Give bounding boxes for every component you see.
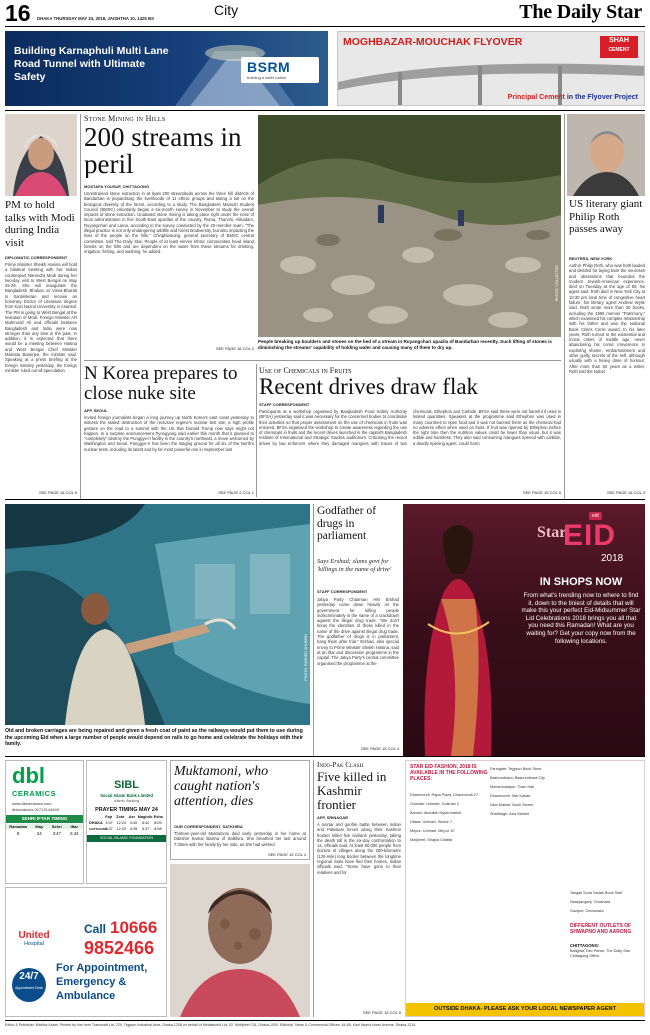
location-item: Motijheel: Shapla Chattar [410, 838, 453, 842]
ads-rule [5, 110, 645, 111]
star-eid-year: 2018 [601, 553, 624, 564]
prayer-label-esha: Esha [153, 815, 163, 819]
sehri-ramadan-value: 8 [17, 831, 20, 836]
locations-col-2 [490, 765, 566, 819]
nkorea-more[interactable]: SEE PAGE 2 COL 1 [218, 490, 254, 495]
united-call-label: Call [84, 922, 107, 936]
roth-byline: REUTERS, NEW YORK [569, 256, 613, 261]
shah-tagline [508, 94, 638, 101]
vertical-rule-left [80, 114, 81, 499]
united-hospital-ad[interactable] [5, 887, 167, 1017]
prayer-ctg-maghrib: 6:37 [142, 827, 150, 831]
rail-photo-credit: PHOTO: RASHED SHUMON [304, 634, 308, 681]
godfather-body: Jatiya Party Chairman HM Ershad yesterday came down heavily on the government for killing people indiscriminately in the name of a crackdown against the illegal drug trade. "We don't know the identities of those killed in the name of the drive against illegal drug trade. The godfather of drugs is in parliament, hang them after trial," Ershad, also special envoy to Prime Minister Sheikh Hasina, said at an iftar and discussion programme in the capital. The Jatiya Party's central committee organised the programme at the [317, 597, 399, 666]
eid-locations-panel [405, 760, 645, 1017]
sehri-iftar-value: 6:42 [70, 831, 79, 836]
star-eid-ad[interactable] [403, 504, 645, 756]
location-item: Tangail Sona Sadak Book Stall [570, 891, 622, 895]
footer-imprint: Editor & Publisher: Mahfuz Anam. Printed by him from Transcraft Ltd, 229, Tejgaon Industrial Area, Dhaka-1208 on behalf of Mediaworld Ltd, 52, Motijheel C/A, Dhaka-1000. Editorial, News & Commercial Offices: 64-65, Kazi Nazrul Islam Avenue, Dhaka-1215. [5, 1023, 417, 1027]
newspaper-logo: The Daily Star [519, 1, 642, 23]
dbl-hotline-number: 01713144949 [34, 807, 59, 812]
badge-bottom: Appointment Desk [15, 986, 43, 990]
prayer-heading: PRAYER TIMING MAY 24 [95, 807, 158, 813]
dbl-hotline [12, 807, 59, 812]
united-line1: For Appointment, [56, 962, 148, 974]
roth-more[interactable]: SEE PAGE 16 COL 3 [606, 490, 645, 495]
muktamoni-photo [170, 864, 310, 1017]
locations-heading: STAR EID FASHION, 2018 IS AVAILABLE IN THE FOLLOWING PLACES: [410, 764, 488, 782]
kashmir-byline: AFP, SRINAGAR [317, 815, 349, 820]
united-logo-sub: Hospital [24, 941, 44, 947]
godfather-deck: Says Ershad; slams govt for 'killings in the name of drive' [317, 558, 392, 573]
vertical-rule-kashmir [313, 760, 314, 1017]
dbl-hotline-label: dblceramics [12, 807, 34, 812]
sibl-tag: Islamic Banking [113, 799, 140, 803]
streams-photo-credit: PHOTO: COLLECTED [555, 265, 559, 302]
outlets-label: CHITTAGONG: [570, 943, 600, 948]
prayer-label-row [89, 815, 164, 819]
outside-dhaka-banner: OUTSIDE DHAKA- PLEASE ASK YOUR LOCAL NEWSPAPER AGENT [406, 1003, 644, 1016]
sehri-may-value: 24 [36, 831, 42, 836]
shah-logo-top: SHAH [609, 37, 629, 44]
united-line3: Ambulance [56, 990, 116, 1002]
sehri-data-row [6, 831, 83, 836]
streams-caption: People breaking up boulders and stones on the bed of a stream in Ruyangchari upazila of Bandarban recently. Such lifting of stones is diminishing the streams' capability of holding water and causing many of them to dry up. [258, 339, 552, 350]
streams-headline[interactable]: 200 streams in peril [84, 124, 242, 178]
nkorea-body: Invited foreign journalists began a long journey up North Korea's east coast yesterday to witness the stated destruction of the reclusive regime's nuclear test site, a high profile gesture on the road to a summit with the US that Donald Trump now says might not happen. In a surprise announcement Pyongyang said earlier this month that it planned to "completely" destroy the Punggye-ri facility in the country's northeast, a move welcomed by Washington and Seoul. Punggye-ri has been the staging ground for all six of the North's nuclear tests, including its latest and by far most powerful one in September last [84, 415, 254, 452]
streams-byline: MOSTAFA YOUSUF, CHITTAGONG [84, 184, 150, 189]
prayer-label-asr: Asr [128, 815, 136, 819]
location-item: Dhanmondi: Rapa Plaza, Dhanmondi 27 [410, 793, 478, 797]
ad-col-rule [5, 756, 645, 757]
location-item: Gulshan: Unimart, Gulshan 2 [410, 802, 459, 806]
page-number: 16 [5, 0, 31, 26]
location-item: Uttara: Unimart, Sector 7 [410, 820, 452, 824]
shah-tagline-rest: in the Flyover Project [566, 94, 638, 101]
section-name: City [214, 2, 239, 18]
location-item: Narayanganj: Chashara [570, 900, 611, 904]
streams-more[interactable]: SEE PAGE 16 COL 2 [215, 346, 254, 351]
nkorea-headline[interactable]: N Korea prepares to close nuke site [84, 364, 238, 404]
location-item: Gazipur: Chowrasta [570, 909, 604, 913]
sehri-header-may: May [35, 824, 44, 829]
mid-rule [84, 360, 561, 361]
sibl-name: Social Islami Bank Limited [100, 793, 153, 798]
vertical-rule-godfather [313, 504, 314, 756]
sehri-header-iftar: Iftar [70, 824, 79, 829]
sibl-footer: SOCIAL ISLAMIC FOUNDATION [87, 835, 166, 842]
prayer-dhaka-asr: 4:40 [129, 821, 138, 825]
dateline: DHAKA THURSDAY MAY 24, 2018, JAISHTHA 10, 1425 BS [37, 16, 154, 21]
prayer-label-fajr: Fajr [105, 815, 113, 819]
pm-headline[interactable]: PM to hold talks with Modi during India visit [5, 199, 75, 249]
bsrm-headline: Building Karnaphuli Multi Lane Road Tunnel with Ultimate Safety [14, 45, 169, 83]
prayer-dhaka-label: DHAKA [89, 821, 103, 825]
bsrm-logo-text: BSRM [247, 59, 291, 75]
location-item: Bashundhara: Bashundhara City [490, 776, 545, 780]
rail-caption: Old and broken carriages are being repaired and given a fresh coat of paint as the railways would put them to use during the upcoming Eid when a large number of people would depend on rails to go home and celebrate the holidays with their family. [5, 728, 304, 748]
kashmir-more[interactable]: SEE PAGE 15 COL 5 [362, 1010, 401, 1015]
prayer-label-maghrib: Maghrib [137, 815, 153, 819]
muktamoni-body: Thirteen-year-old Muktamoni died early yesterday in her home at Dakshin Kamar Baisha of Satkhira. She breathed her last around 7:30am with her family by her side, as she had wished. [174, 831, 306, 847]
roth-headline[interactable]: US literary giant Philip Roth passes away [569, 198, 643, 235]
prayer-dhaka-row [89, 821, 164, 825]
united-logo [10, 930, 58, 947]
prayer-dhaka-maghrib: 6:42 [142, 821, 150, 825]
sehri-header-ramadan: Ramadan [9, 824, 28, 829]
flak-body: Participants at a workshop organised by Bangladesh Food Safety Authority (BFSA) yesterday said it was necessary for the concerned bodies to coordinate their activities so that proper assessment on the use of chemicals in fruits was ensured. BFSA organised the workshop to create awareness regarding the use of chemicals in fruits and the recent drives launched in the capital's Bangladesh Institute of International and Strategic Studies auditorium. Criticising the recent drives by law enforcers where they damaged mangoes with traces of two chemicals, Ethephon and Carbide, BFSA said these were not harmful if used in limited quantities. Speakers at the programme said Ethephon was used in many countries to ripen food and it was not banned there as the chemical had no adverse effect when used on fruits. If fruit was ripened by Ethephon before the right time then the nutrition values could be lower than usual, but it was edible and harmless. They also said consuming mangoes ripened with carbide, a deadly ripening agent, could harm [259, 409, 561, 446]
godfather-more[interactable]: SEE PAGE 15 COL 4 [360, 746, 399, 751]
dbl-subtitle: CERAMICS [12, 789, 57, 798]
muktamoni-byline: OUR CORRESPONDENT, SATKHIRA [174, 824, 243, 829]
outlets-body: Batighar, Dev Pahar; The Daily Star Chittagong Office [570, 949, 631, 958]
sehri-header-sehri: Sehri [51, 824, 62, 829]
godfather-byline: STAFF CORRESPONDENT [317, 589, 368, 594]
streams-body: Unrestrained stone extraction in at least 200 streambeds across the three hill districts of Bandarban is jeopardising the livelihoods of 11 ethnic groups and taking a toll on the biological diversity of the forest, according to a study. The Bangladesh Manush Student Council (BMSC) voluntarily began a six-month survey in November to study the overall impacts of stone extraction. Unabated stone mining is taking place right under the nose of local administration in five South-East upazilas of the country, Ruma, Thanchi, Alikadam, Ruyangchari and Lama, according to the survey conducted by the 20-member team. "The illegal practice is not only endangering wildlife and forest biodiversity, but also impacting the lives of the people on the hills," Chinghlamong, general secretary of BMSC central committee, told The Daily Star. People of at least eleven ethnic communities head inland forests on the hills and are dependent on the water from these streams for drinking, irrigation, fishing, and washing, he added. [84, 191, 254, 255]
vertical-rule-mid [256, 364, 257, 497]
bsrm-logo [241, 57, 319, 83]
streams-kicker: Stone Mining in Hills [84, 114, 166, 123]
nkorea-byline: AFP, SEOUL [84, 408, 108, 413]
location-item: Shahbagh: Aziz Market [490, 812, 530, 816]
flak-kicker: Use of Chemicals in Fruits [259, 366, 352, 375]
shah-cement-ad[interactable] [337, 31, 645, 106]
united-phone2[interactable]: 9852466 [84, 938, 155, 958]
kashmir-kicker: Indo-Pak Clash [317, 761, 364, 769]
shah-logo [600, 36, 638, 58]
flak-byline: STAFF CORRESPONDENT [259, 402, 310, 407]
united-phone1[interactable]: 10666 [110, 918, 158, 937]
prayer-dhaka-esha: 8:09 [154, 821, 162, 825]
flak-headline[interactable]: Recent drives draw flak [259, 375, 479, 399]
mid-rule-2 [5, 499, 645, 500]
pm-body: Prime Minister Sheikh Hasina will hold a bilateral meeting with her Indian counterpart Narendra Modi during her two-day visit to West Bengal on May 25-26. She will inaugurate the Bangladesh Bhaban at Visva-Bharati in Santiniketan and receive an honorary Doctor of Literature degree from Kazi Nazrul University in Asansol. The PM is going to West Bengal at the invitation of Modi. Foreign Minister AH Mahmood Ali and officials between Bangladesh and India were now stronger than any time in the past. In addition, it is expected that there would be a meeting between Hasina and West Bengal Chief Minister Mamata Banerjee, the minister said. Speaking at a press briefing at the foreign ministry yesterday, the foreign minister ruled out all speculation [5, 262, 77, 373]
star-eid-subtitle: IN SHOPS NOW [539, 576, 623, 588]
location-item: New Market: Book Stores [490, 803, 534, 807]
masthead [0, 0, 650, 26]
locations-col-3 [570, 889, 642, 916]
portrait-graphic [5, 114, 77, 196]
muktamoni-headline[interactable]: Muktamoni, who caught nation's attention, dies [174, 764, 269, 809]
shah-tagline-highlight: Principal Cement [507, 94, 565, 101]
pm-more[interactable]: SEE PAGE 16 COL 5 [38, 490, 77, 495]
bsrm-ad[interactable] [5, 31, 328, 106]
star-eid-badge: eid [589, 512, 602, 520]
appointment-badge [12, 968, 46, 1002]
prayer-dhaka-fajr: 3:47 [105, 821, 113, 825]
location-item: Mohammadpur: Town Hall [490, 785, 535, 789]
kashmir-body: A mortar and gunfire battle between Indian and Pakistani forces along their Kashmir frontier killed five civilians yesterday, taking the death toll in the six-day confrontation to 14, officials said. At least 80,000 people from dozens of villages along the 200-kilometre (125-mile) long border between the longtime regional rivals have fled their homes, Indian officials said. "Some have gone to their relatives and for [317, 822, 401, 875]
location-item: Dhanmondi: Star Kabab [490, 794, 531, 798]
dbl-ad[interactable] [5, 760, 84, 884]
location-item: Farmgate: Tejgaon Book Store [490, 767, 542, 771]
star-eid-body: From what's trending now to where to find it, down to the tiniest of details that will make this your perfect Eid-Midsummer Star Lid Celebrations 2018 brings you all that you need this Ramadan! What are you waiting for? Get your copy now from the following locations. [521, 592, 641, 645]
shah-headline: MOGHBAZAR-MOUCHAK FLYOVER [343, 36, 523, 48]
roth-portrait [567, 114, 645, 196]
united-line2: Emergency & [56, 976, 127, 988]
pm-portrait [5, 114, 77, 196]
star-eid-title: EID [563, 519, 617, 552]
prayer-ctg-zohr: 12:20 [116, 827, 127, 831]
dbl-web: www.dblceramics.com [12, 801, 52, 806]
footer-rule [5, 1020, 645, 1021]
prayer-ctg-esha: 8:08 [154, 827, 162, 831]
sehri-header-row [6, 824, 83, 829]
sibl-ad[interactable] [86, 760, 167, 884]
streams-photo [258, 115, 561, 337]
dbl-logo: dbl [12, 763, 45, 788]
location-item: Mirpur: Unimart, Mirpur 10 [410, 829, 455, 833]
prayer-ctg-fajr: 3:37 [105, 827, 113, 831]
prayer-dhaka-zohr: 12:24 [116, 821, 127, 825]
badge-top: 24/7 [19, 971, 39, 982]
sehri-sehri-value: 3:47 [52, 831, 61, 836]
roth-body: Author Philip Roth, who was both lauded and derided for laying bare the neuroses and obsessions that hounded the modern Jewish-American experience, died on Tuesday at the age of 85, his agent said. Roth died in New York City at 10:30 pm local time of congestive heart failure, his literary agent Andrew Wylie said. Roth wrote more than 30 books, including the 1995 memoir "Patrimony," which examined his complex relationship with his father and won the National Book Critics Circle award. In his later years, Roth turned to the existential and moral crises of middle age, never abandoning his comic irreverence in exploring shame, embarrassment and other guilty secrets of the self, although usually with a heavy dose of humour. After more than 50 years as a writer, Roth told the Nobel [569, 263, 645, 374]
roth-portrait-graphic [567, 114, 645, 196]
rail-photo-graphic [5, 504, 310, 725]
shah-logo-bottom: CEMENT [608, 47, 630, 53]
prayer-label-zohr: Zohr [116, 815, 125, 819]
pm-byline: DIPLOMATIC CORRESPONDENT [5, 255, 68, 260]
kashmir-headline[interactable]: Five killed in Kashmir frontier [317, 770, 387, 812]
muktamoni-more[interactable]: SEE PAGE 15 COL 4 [267, 852, 306, 857]
sibl-logo: SIBL [113, 779, 140, 791]
location-item: Banani: Abdullah Hypermarket [410, 811, 462, 815]
prayer-ctg-label: CHITTAGONG [89, 827, 108, 831]
locations-col-1 [410, 791, 486, 845]
united-logo-text: United [18, 930, 50, 941]
muktamoni-photo-graphic [170, 864, 310, 1017]
bsrm-tagline: building a safer nation [247, 75, 287, 80]
flak-more[interactable]: SEE PAGE 16 COL 5 [522, 490, 561, 495]
masthead-rule [5, 26, 645, 27]
prayer-ctg-row [89, 827, 164, 831]
rail-photo [5, 504, 310, 725]
outlets-heading: DIFFERENT OUTLETS OF SHWAPNO AND AARONG [570, 923, 632, 935]
star-eid-brand: Star [537, 524, 567, 541]
godfather-headline[interactable]: Godfather of drugs in parliament [317, 505, 377, 542]
sehri-title: SEHRI IFTAR TIMING [6, 815, 83, 823]
vertical-rule-right [564, 114, 565, 499]
streams-photo-graphic [258, 115, 561, 337]
prayer-ctg-asr: 4:35 [129, 827, 138, 831]
